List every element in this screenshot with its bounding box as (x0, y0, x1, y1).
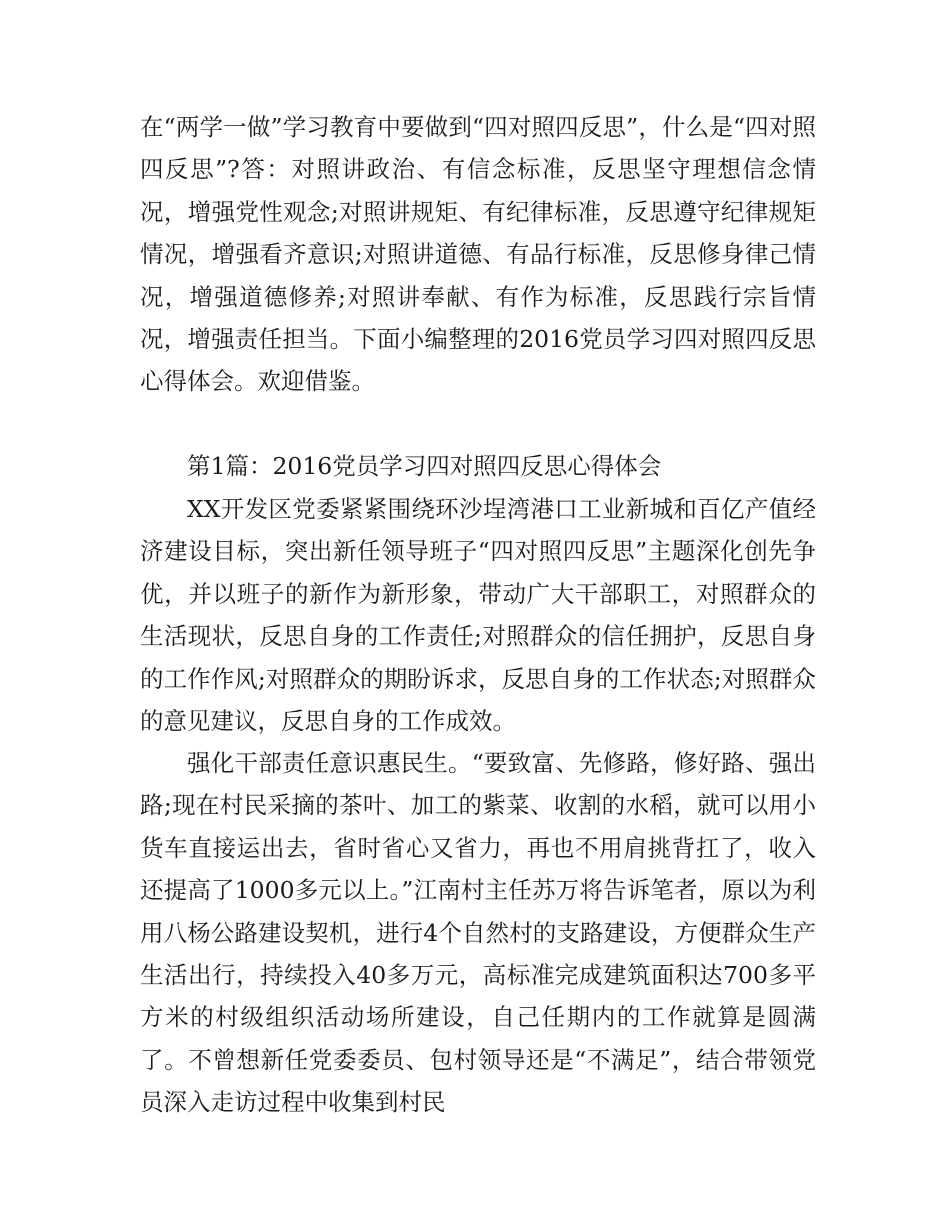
body-paragraph-2: 强化干部责任意识惠民生。“要致富、先修路，修好路、强出路;现在村民采摘的茶叶、加工的紫菜、收割的水稻，就可以用小货车直接运出去，省时省心又省力，再也不用肩挑背扛了，收入还提高了1000多元以上。”江南村主任苏万将告诉笔者，原以为利用八杨公路建设契机，进行4个自然村的支路建设，方便群众生产生活出行，持续投入40多万元，高标准完成建筑面积达700多平方米的村级组织活动场所建设，自己任期内的工作就算是圆满了。不曾想新任党委委员、包村领导还是“不满足”，结合带领党员深入走访过程中收集到村民 (140, 749, 816, 1117)
body-paragraph-1: XX开发区党委紧紧围绕环沙埕湾港口工业新城和百亿产值经济建设目标，突出新任领导班子“四对照四反思”主题深化创先争优，并以班子的新作为新形象，带动广大干部职工，对照群众的生活现状，反思自身的工作责任;对照群众的信任拥护，反思自身的工作作风;对照群众的期盼诉求，反思自身的工作状态;对照群众的意见建议，反思自身的工作成效。 (140, 495, 816, 736)
intro-paragraph: 在“两学一做”学习教育中要做到“四对照四反思”，什么是“四对照四反思”?答：对照讲政治、有信念标准，反思坚守理想信念情况，增强党性观念;对照讲规矩、有纪律标准，反思遵守纪律规矩情况，增强看齐意识;对照讲道德、有品行标准，反思修身律己情况，增强道德修养;对照讲奉献、有作为标准，反思践行宗旨情况，增强责任担当。下面小编整理的2016党员学习四对照四反思心得体会。欢迎借鉴。 (140, 113, 816, 396)
section-heading: 第1篇：2016党员学习四对照四反思心得体会 (187, 452, 662, 480)
